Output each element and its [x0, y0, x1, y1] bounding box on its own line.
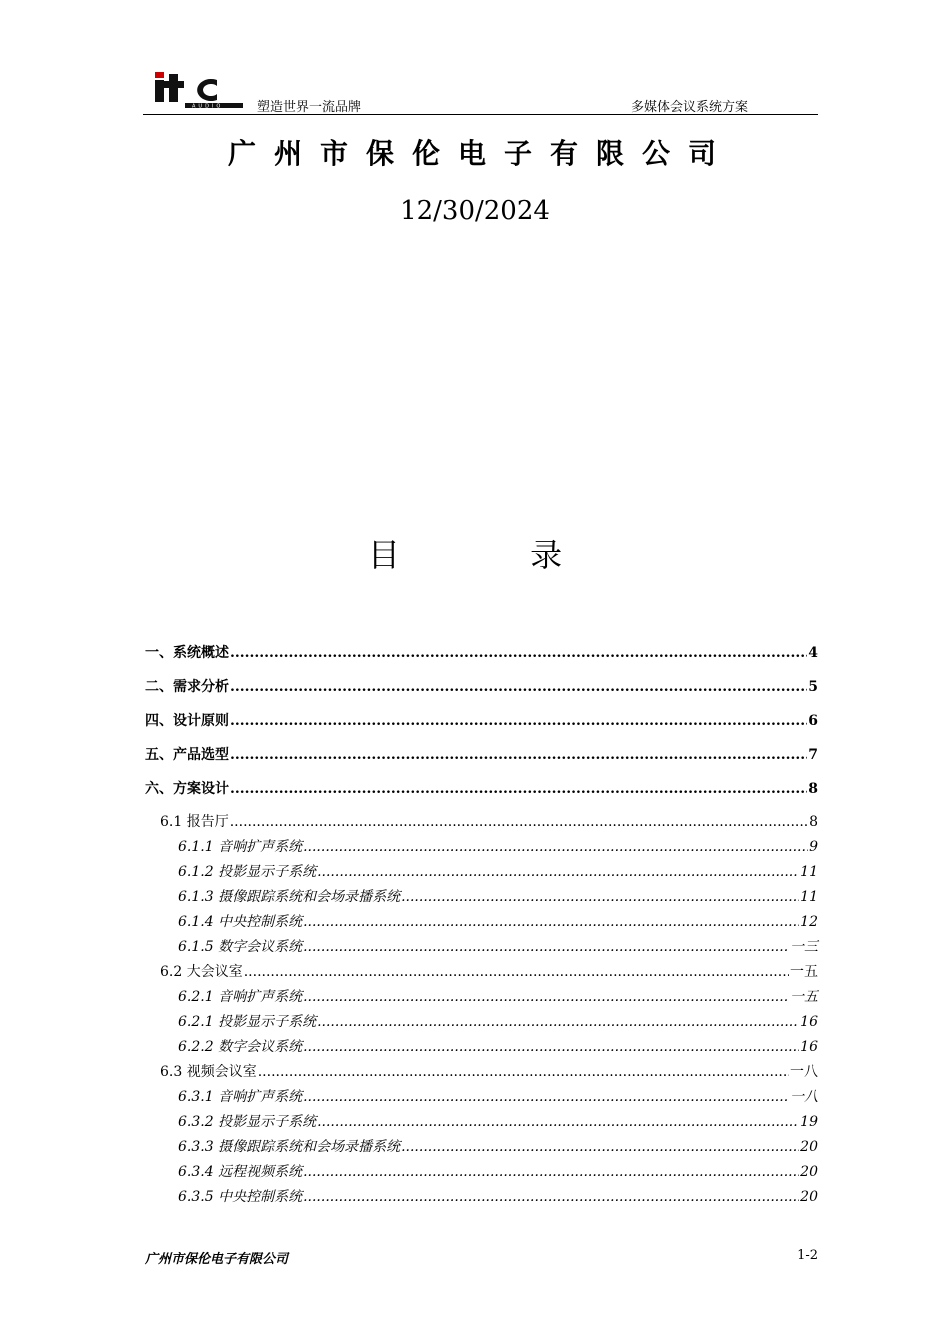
- toc-entry-page: 一五: [790, 989, 818, 1005]
- toc-heading: 目 录: [367, 536, 623, 574]
- toc-leader-dots: [303, 1035, 799, 1060]
- toc-entry-page: 7: [808, 747, 818, 763]
- toc-entry-title: 6.2.1 投影显示子系统: [178, 1014, 317, 1030]
- toc-entry[interactable]: [145, 810, 818, 835]
- toc-entry[interactable]: [145, 1060, 818, 1085]
- toc-leader-dots: [230, 674, 807, 700]
- toc-entry-page: 4: [808, 645, 818, 661]
- toc-entry-page: 20: [800, 1139, 818, 1155]
- page-header: [143, 70, 818, 115]
- toc-entry-title: 四、设计原则: [145, 713, 229, 729]
- toc-entry[interactable]: [145, 1185, 818, 1210]
- toc-leader-dots: [317, 1110, 799, 1135]
- toc-leader-dots: [230, 640, 807, 666]
- toc-leader-dots: [303, 1160, 799, 1185]
- toc-entry-page: 19: [800, 1114, 818, 1130]
- toc-entry-page: 8: [808, 781, 818, 797]
- toc-leader-dots: [303, 910, 799, 935]
- toc-entry[interactable]: [145, 860, 818, 885]
- toc-entry-title: 6.1.1 音响扩声系统: [178, 839, 303, 855]
- toc-leader-dots: [303, 835, 808, 860]
- toc-entry-title: 6.1.4 中央控制系统: [178, 914, 303, 930]
- toc-entry[interactable]: [145, 835, 818, 860]
- toc-entry-title: 6.3.3 摄像跟踪系统和会场录播系统: [178, 1139, 401, 1155]
- toc-entry-title: 6.1.3 摄像跟踪系统和会场录播系统: [178, 889, 401, 905]
- toc-leader-dots: [303, 1185, 799, 1210]
- toc-entry-title: 二、需求分析: [145, 679, 229, 695]
- toc-entry[interactable]: [145, 960, 818, 985]
- toc-entry-page: 8: [809, 814, 818, 830]
- toc-leader-dots: [317, 860, 799, 885]
- toc-leader-dots: [244, 960, 789, 985]
- toc-entry[interactable]: [145, 674, 818, 708]
- svg-text:AUDIO: AUDIO: [192, 103, 224, 108]
- toc-leader-dots: [303, 935, 789, 960]
- toc-entry-title: 6.3.1 音响扩声系统: [178, 1089, 303, 1105]
- toc-entry-title: 6.3.2 投影显示子系统: [178, 1114, 317, 1130]
- toc-entry-page: 11: [800, 889, 818, 905]
- toc-entry[interactable]: [145, 1010, 818, 1035]
- toc-entry[interactable]: [145, 1085, 818, 1110]
- toc-entry-page: 一八: [790, 1064, 818, 1080]
- toc-leader-dots: [230, 742, 807, 768]
- toc-entry[interactable]: [145, 640, 818, 674]
- toc-entry-page: 一八: [790, 1089, 818, 1105]
- toc-entry-page: 11: [800, 864, 818, 880]
- toc-entry-title: 6.3 视频会议室: [160, 1064, 257, 1080]
- toc-entry-page: 16: [800, 1039, 818, 1055]
- table-of-contents: [145, 640, 818, 1210]
- toc-entry-page: 9: [809, 839, 818, 855]
- header-doc-type: 多媒体会议系统方案: [630, 100, 748, 115]
- toc-leader-dots: [401, 885, 799, 910]
- toc-entry-page: 6: [808, 713, 818, 729]
- toc-entry-page: 一五: [790, 964, 818, 980]
- toc-entry[interactable]: [145, 885, 818, 910]
- toc-entry-title: 六、方案设计: [145, 781, 229, 797]
- toc-entry-page: 16: [800, 1014, 818, 1030]
- toc-entry-title: 6.1.5 数字会议系统: [178, 939, 303, 955]
- toc-entry[interactable]: [145, 742, 818, 776]
- toc-entry-title: 6.2.2 数字会议系统: [178, 1039, 303, 1055]
- toc-entry[interactable]: [145, 935, 818, 960]
- toc-leader-dots: [303, 1085, 789, 1110]
- toc-entry[interactable]: [145, 1110, 818, 1135]
- toc-entry[interactable]: [145, 1135, 818, 1160]
- toc-entry-title: 一、系统概述: [145, 645, 229, 661]
- toc-entry-page: 5: [808, 679, 818, 695]
- toc-entry-page: 20: [800, 1164, 818, 1180]
- toc-entry[interactable]: [145, 910, 818, 935]
- toc-entry[interactable]: [145, 708, 818, 742]
- toc-entry-page: 12: [800, 914, 818, 930]
- document-date: 12/30/2024: [400, 196, 550, 226]
- footer-page-number: 1-2: [797, 1248, 818, 1263]
- toc-entry[interactable]: [145, 776, 818, 810]
- toc-leader-dots: [303, 985, 789, 1010]
- toc-leader-dots: [230, 708, 807, 734]
- toc-leader-dots: [401, 1135, 799, 1160]
- toc-entry-title: 6.1 报告厅: [160, 814, 229, 830]
- toc-entry-title: 五、产品选型: [145, 747, 229, 763]
- toc-entry[interactable]: [145, 1160, 818, 1185]
- toc-entry-title: 6.2 大会议室: [160, 964, 243, 980]
- toc-leader-dots: [230, 810, 808, 835]
- toc-entry-title: 6.3.5 中央控制系统: [178, 1189, 303, 1205]
- company-title: 广州市保伦电子有限公司: [227, 137, 734, 170]
- toc-entry-page: 一三: [790, 939, 818, 955]
- toc-entry-title: 6.2.1 音响扩声系统: [178, 989, 303, 1005]
- toc-entry-title: 6.3.4 远程视频系统: [178, 1164, 303, 1180]
- toc-leader-dots: [317, 1010, 799, 1035]
- itc-audio-logo: [155, 72, 245, 108]
- footer-company: 广州市保伦电子有限公司: [145, 1252, 289, 1267]
- toc-leader-dots: [230, 776, 807, 802]
- toc-entry[interactable]: [145, 1035, 818, 1060]
- toc-leader-dots: [258, 1060, 789, 1085]
- toc-entry[interactable]: [145, 985, 818, 1010]
- header-slogan: 塑造世界一流品牌: [257, 100, 362, 115]
- toc-entry-page: 20: [800, 1189, 818, 1205]
- toc-entry-title: 6.1.2 投影显示子系统: [178, 864, 317, 880]
